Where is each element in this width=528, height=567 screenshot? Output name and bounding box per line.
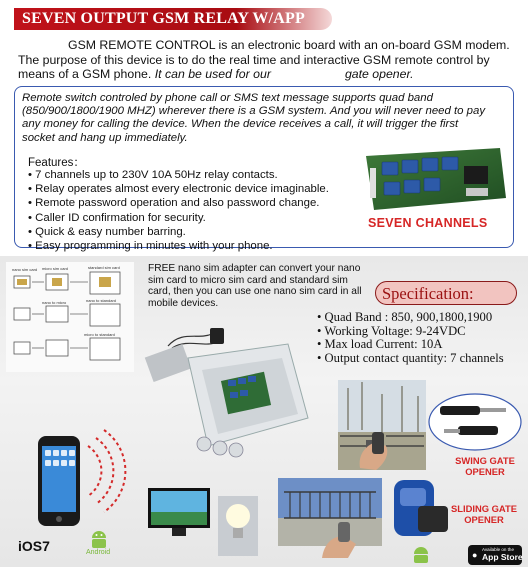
intro-line-3-prefix: means of a GSM phone.: [18, 67, 155, 81]
sliding-gate-caption: [444, 503, 524, 525]
swing-gate-actuator: [428, 392, 522, 452]
specification-list: [317, 311, 525, 365]
feature-item: • Quick & easy number barring.: [28, 225, 186, 238]
intro-line-3-italic-a: It can be used for our: [154, 67, 271, 81]
intro-line-3: [18, 67, 514, 82]
swing-gate-caption: [450, 455, 520, 477]
features-list: [28, 168, 348, 253]
light-bulb-photo: [218, 496, 258, 556]
feature-item: • 7 channels up to 230V 10A 50Hz relay contacts.: [28, 169, 278, 181]
android-label: Android: [86, 549, 111, 556]
info-box-description: [22, 92, 510, 145]
intro-line-2: The purpose of this device is to do the real time and interactive GSM remote control by: [18, 52, 490, 67]
spec-item: • Working Voltage: 9-24VDC: [317, 323, 466, 338]
apple-icon: ●: [472, 550, 478, 560]
intro-paragraph: [18, 38, 514, 82]
sliding-caption-line-1: SLIDING GATE: [451, 503, 517, 514]
smartphone-photo: [30, 426, 130, 534]
sim-adapter-diagram: [6, 262, 134, 372]
sim-label-nano-to-standard: nano to standard: [86, 298, 117, 303]
sim-adapter-note: FREE nano sim adapter can convert your nano sim card to micro sim card and standard sim card, then you can use one nano sim card in all mobile devices.: [148, 263, 362, 309]
info-line-4: socket and hang up immediately.: [22, 131, 188, 144]
swing-caption-line-2: OPENER: [465, 466, 505, 477]
info-line-1: Remote switch controled by phone call or SMS text message supports quad band: [22, 92, 433, 104]
features-title: Features：: [28, 157, 85, 169]
ios-logo-label: iOS7: [18, 538, 50, 554]
info-line-3: any money for calling the device. When the device receives a call, it will trigger the first: [22, 118, 459, 131]
hand-phone-photo: [318, 520, 362, 560]
sim-label-nano: nano sim card: [12, 267, 38, 272]
page-title: SEVEN OUTPUT GSM RELAY W/APP: [22, 10, 305, 27]
sliding-caption-line-2: OPENER: [464, 514, 504, 525]
controller-enclosure-photo: [138, 318, 316, 466]
specification-title: Specification:: [382, 284, 474, 303]
feature-item: • Remote password operation and also password change.: [28, 197, 320, 210]
intro-line-3-italic-b: gate opener.: [344, 67, 414, 81]
intro-line-1: GSM REMOTE CONTROL is an electronic board with an on-board GSM modem.: [68, 38, 510, 52]
swing-caption-line-1: SWING GATE: [455, 455, 515, 466]
app-store-badge[interactable]: [468, 545, 522, 565]
android-icon: [88, 528, 110, 550]
relay-board-photo: [360, 146, 508, 212]
android-brand-icon: [404, 544, 460, 564]
seven-channels-label: SEVEN CHANNELS: [368, 216, 488, 230]
sim-label-micro-to-standard: micro to standard: [84, 332, 115, 337]
spec-item: • Quad Band : 850, 900,1800,1900: [317, 310, 493, 324]
sim-label-standard: standard sim card: [88, 265, 120, 270]
sim-label-nano-to-micro: nano to micro: [42, 300, 67, 305]
feature-item: • Easy programming in minutes with your phone.: [28, 240, 273, 253]
feature-item: • Relay operates almost every electronic device imaginable.: [28, 183, 329, 196]
app-store-small-label: Available on the: [482, 547, 514, 552]
info-line-2: (850/900/1800/1900 MHZ) wherever there is a GSM system. And you will never need to pay: [22, 105, 486, 118]
sliding-gate-motor: [388, 470, 452, 540]
feature-item: • Caller ID confirmation for security.: [28, 211, 206, 224]
sim-label-micro: micro sim card: [42, 266, 69, 271]
spec-item: • Max load Current: 10A: [317, 337, 443, 352]
hand-remote-photo: [354, 428, 394, 472]
spec-item: • Output contact quantity: 7 channels: [317, 350, 504, 365]
television-photo: [146, 486, 212, 540]
app-store-label: App Store: [482, 552, 523, 562]
